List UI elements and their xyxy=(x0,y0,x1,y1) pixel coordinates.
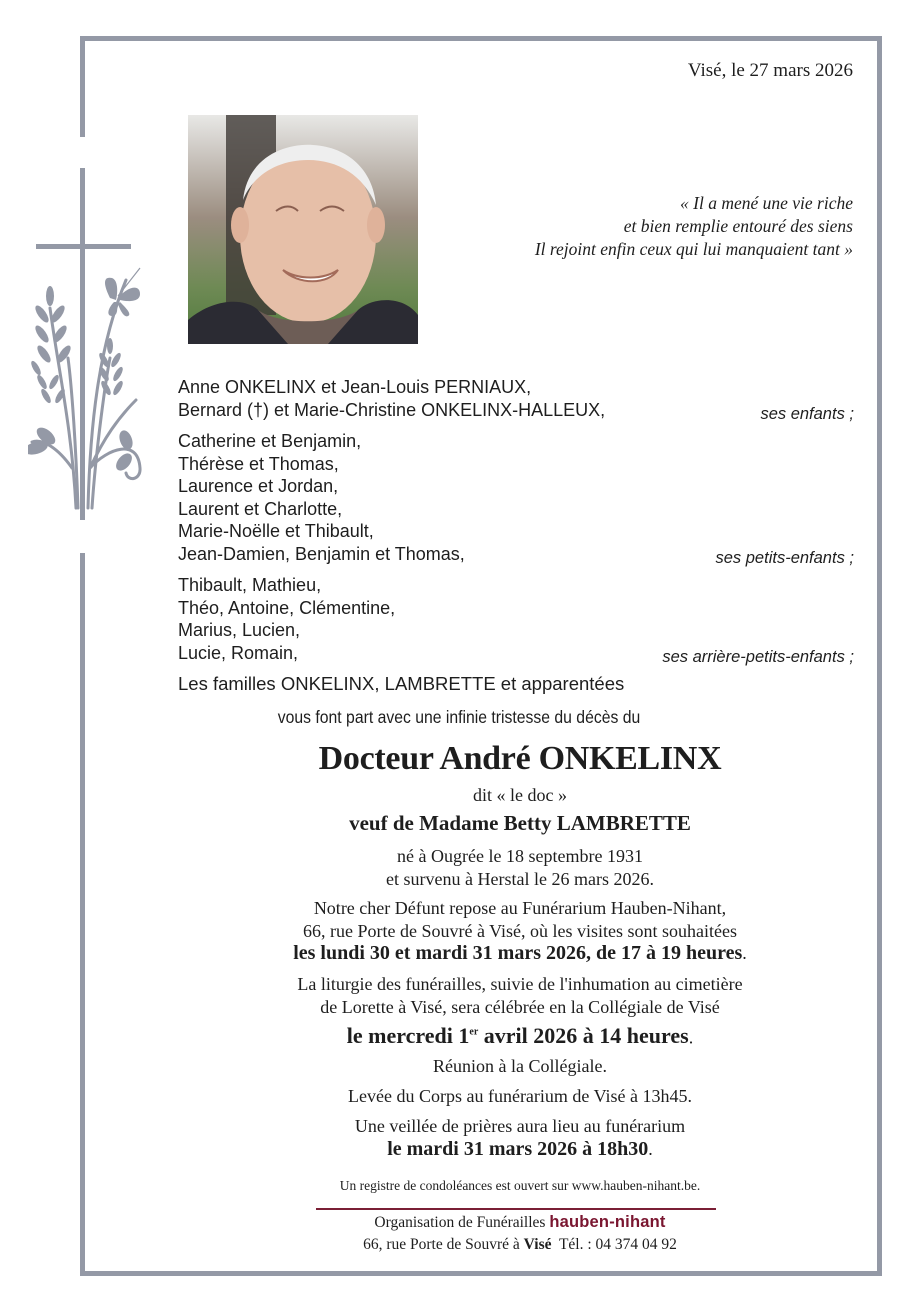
birth-death-block xyxy=(90,845,918,890)
organizer-address xyxy=(90,1236,918,1254)
family-member: Jean-Damien, Benjamin et Thomas, xyxy=(178,543,465,564)
punctuation: . xyxy=(742,943,747,963)
brand-logo: hauben-nihant xyxy=(549,1213,666,1231)
family-member: Lucie, Romain, xyxy=(178,642,299,663)
cross-wheat-butterfly-icon xyxy=(28,168,158,522)
organizer-label: Organisation de Funérailles xyxy=(374,1214,550,1231)
ordinal-suffix: er xyxy=(469,1027,479,1038)
family-member: Théo, Antoine, Clémentine, xyxy=(178,597,396,618)
funeral-line: de Lorette à Visé, sera célébrée en la Collégiale de Visé xyxy=(320,996,720,1017)
visitation-block xyxy=(90,897,918,965)
portrait-photo xyxy=(188,115,418,344)
funeral-line: La liturgie des funérailles, suivie de l'inhumation au cimetière xyxy=(297,974,743,994)
quote-line: Il rejoint enfin ceux qui lui manquaient tant » xyxy=(534,239,853,259)
extended-families-line: Les familles ONKELINX, LAMBRETTE et apparentées xyxy=(178,673,625,694)
frame-border-left-lower xyxy=(80,553,85,1276)
frame-border-top xyxy=(80,36,882,41)
family-member: Anne ONKELINX et Jean-Louis PERNIAUX, xyxy=(178,377,532,397)
funeral-block xyxy=(90,973,918,1018)
relationship-label: ses enfants ; xyxy=(760,404,854,423)
family-member: Marius, Lucien, xyxy=(178,620,301,640)
funeral-date-text xyxy=(347,1023,689,1048)
phone-number: Tél. : 04 374 04 92 xyxy=(551,1236,677,1253)
address-street: 66, rue Porte de Souvré à xyxy=(363,1236,524,1253)
removal-line: Levée du Corps au funérarium de Visé à 13h45. xyxy=(348,1086,692,1106)
visitation-dates: les lundi 30 et mardi 31 mars 2026, de 17 à 19 heures xyxy=(293,942,743,964)
condolence-register-link[interactable]: Un registre de condoléances est ouvert sur www.hauben-nihant.be. xyxy=(339,1178,701,1193)
family-list xyxy=(178,376,854,696)
death-line: et survenu à Herstal le 26 mars 2026. xyxy=(386,868,654,889)
funeral-date-post: avril 2026 à 14 heures xyxy=(478,1023,689,1049)
memorial-quote xyxy=(535,192,853,261)
address-city: Visé xyxy=(523,1236,552,1253)
meeting-line: Réunion à la Collégiale. xyxy=(433,1056,607,1076)
footer-divider xyxy=(316,1208,716,1210)
children-group xyxy=(178,376,854,421)
great-grandchildren-group xyxy=(178,574,854,664)
widow-of-line: veuf de Madame Betty LAMBRETTE xyxy=(349,811,691,835)
vigil-line: Une veillée de prières aura lieu au funérarium xyxy=(354,1116,686,1136)
family-member: Bernard (†) et Marie-Christine ONKELINX-HALLEUX, xyxy=(178,399,606,420)
family-member: Laurence et Jordan, xyxy=(178,476,339,496)
family-member: Laurent et Charlotte, xyxy=(178,498,343,519)
punctuation: . xyxy=(648,1138,653,1159)
relationship-label: ses arrière-petits-enfants ; xyxy=(662,647,854,666)
grandchildren-group xyxy=(178,430,854,565)
visitation-line: Notre cher Défunt repose au Funérarium Hauben-Nihant, xyxy=(313,898,727,918)
vigil-date: le mardi 31 mars 2026 à 18h30 xyxy=(387,1137,649,1160)
relationship-label: ses petits-enfants ; xyxy=(715,548,854,567)
deceased-nickname: dit « le doc » xyxy=(473,785,567,805)
family-member: Thérèse et Thomas, xyxy=(178,453,339,474)
visitation-line: 66, rue Porte de Souvré à Visé, où les visites sont souhaitées xyxy=(302,920,738,941)
frame-border-left-upper xyxy=(80,36,85,137)
family-member: Catherine et Benjamin, xyxy=(178,431,362,451)
quote-line: et bien remplie entouré des siens xyxy=(623,216,853,236)
funeral-date xyxy=(90,1022,918,1049)
family-member: Thibault, Mathieu, xyxy=(178,575,322,595)
announcement-intro: vous font part avec une infinie tristesse du décès du xyxy=(277,707,641,727)
vigil-block xyxy=(90,1115,918,1160)
family-member: Marie-Noëlle et Thibault, xyxy=(178,521,374,541)
punctuation: . xyxy=(688,1027,694,1048)
quote-line: « Il a mené une vie riche xyxy=(680,193,853,213)
date-line: Visé, le 27 mars 2026 xyxy=(687,60,853,81)
funeral-date-pre: le mercredi 1 xyxy=(346,1023,470,1049)
birth-line: né à Ougrée le 18 septembre 1931 xyxy=(397,846,643,866)
frame-border-bottom xyxy=(80,1271,882,1276)
organizer-line xyxy=(90,1213,918,1232)
deceased-name: Docteur André ONKELINX xyxy=(318,740,722,777)
